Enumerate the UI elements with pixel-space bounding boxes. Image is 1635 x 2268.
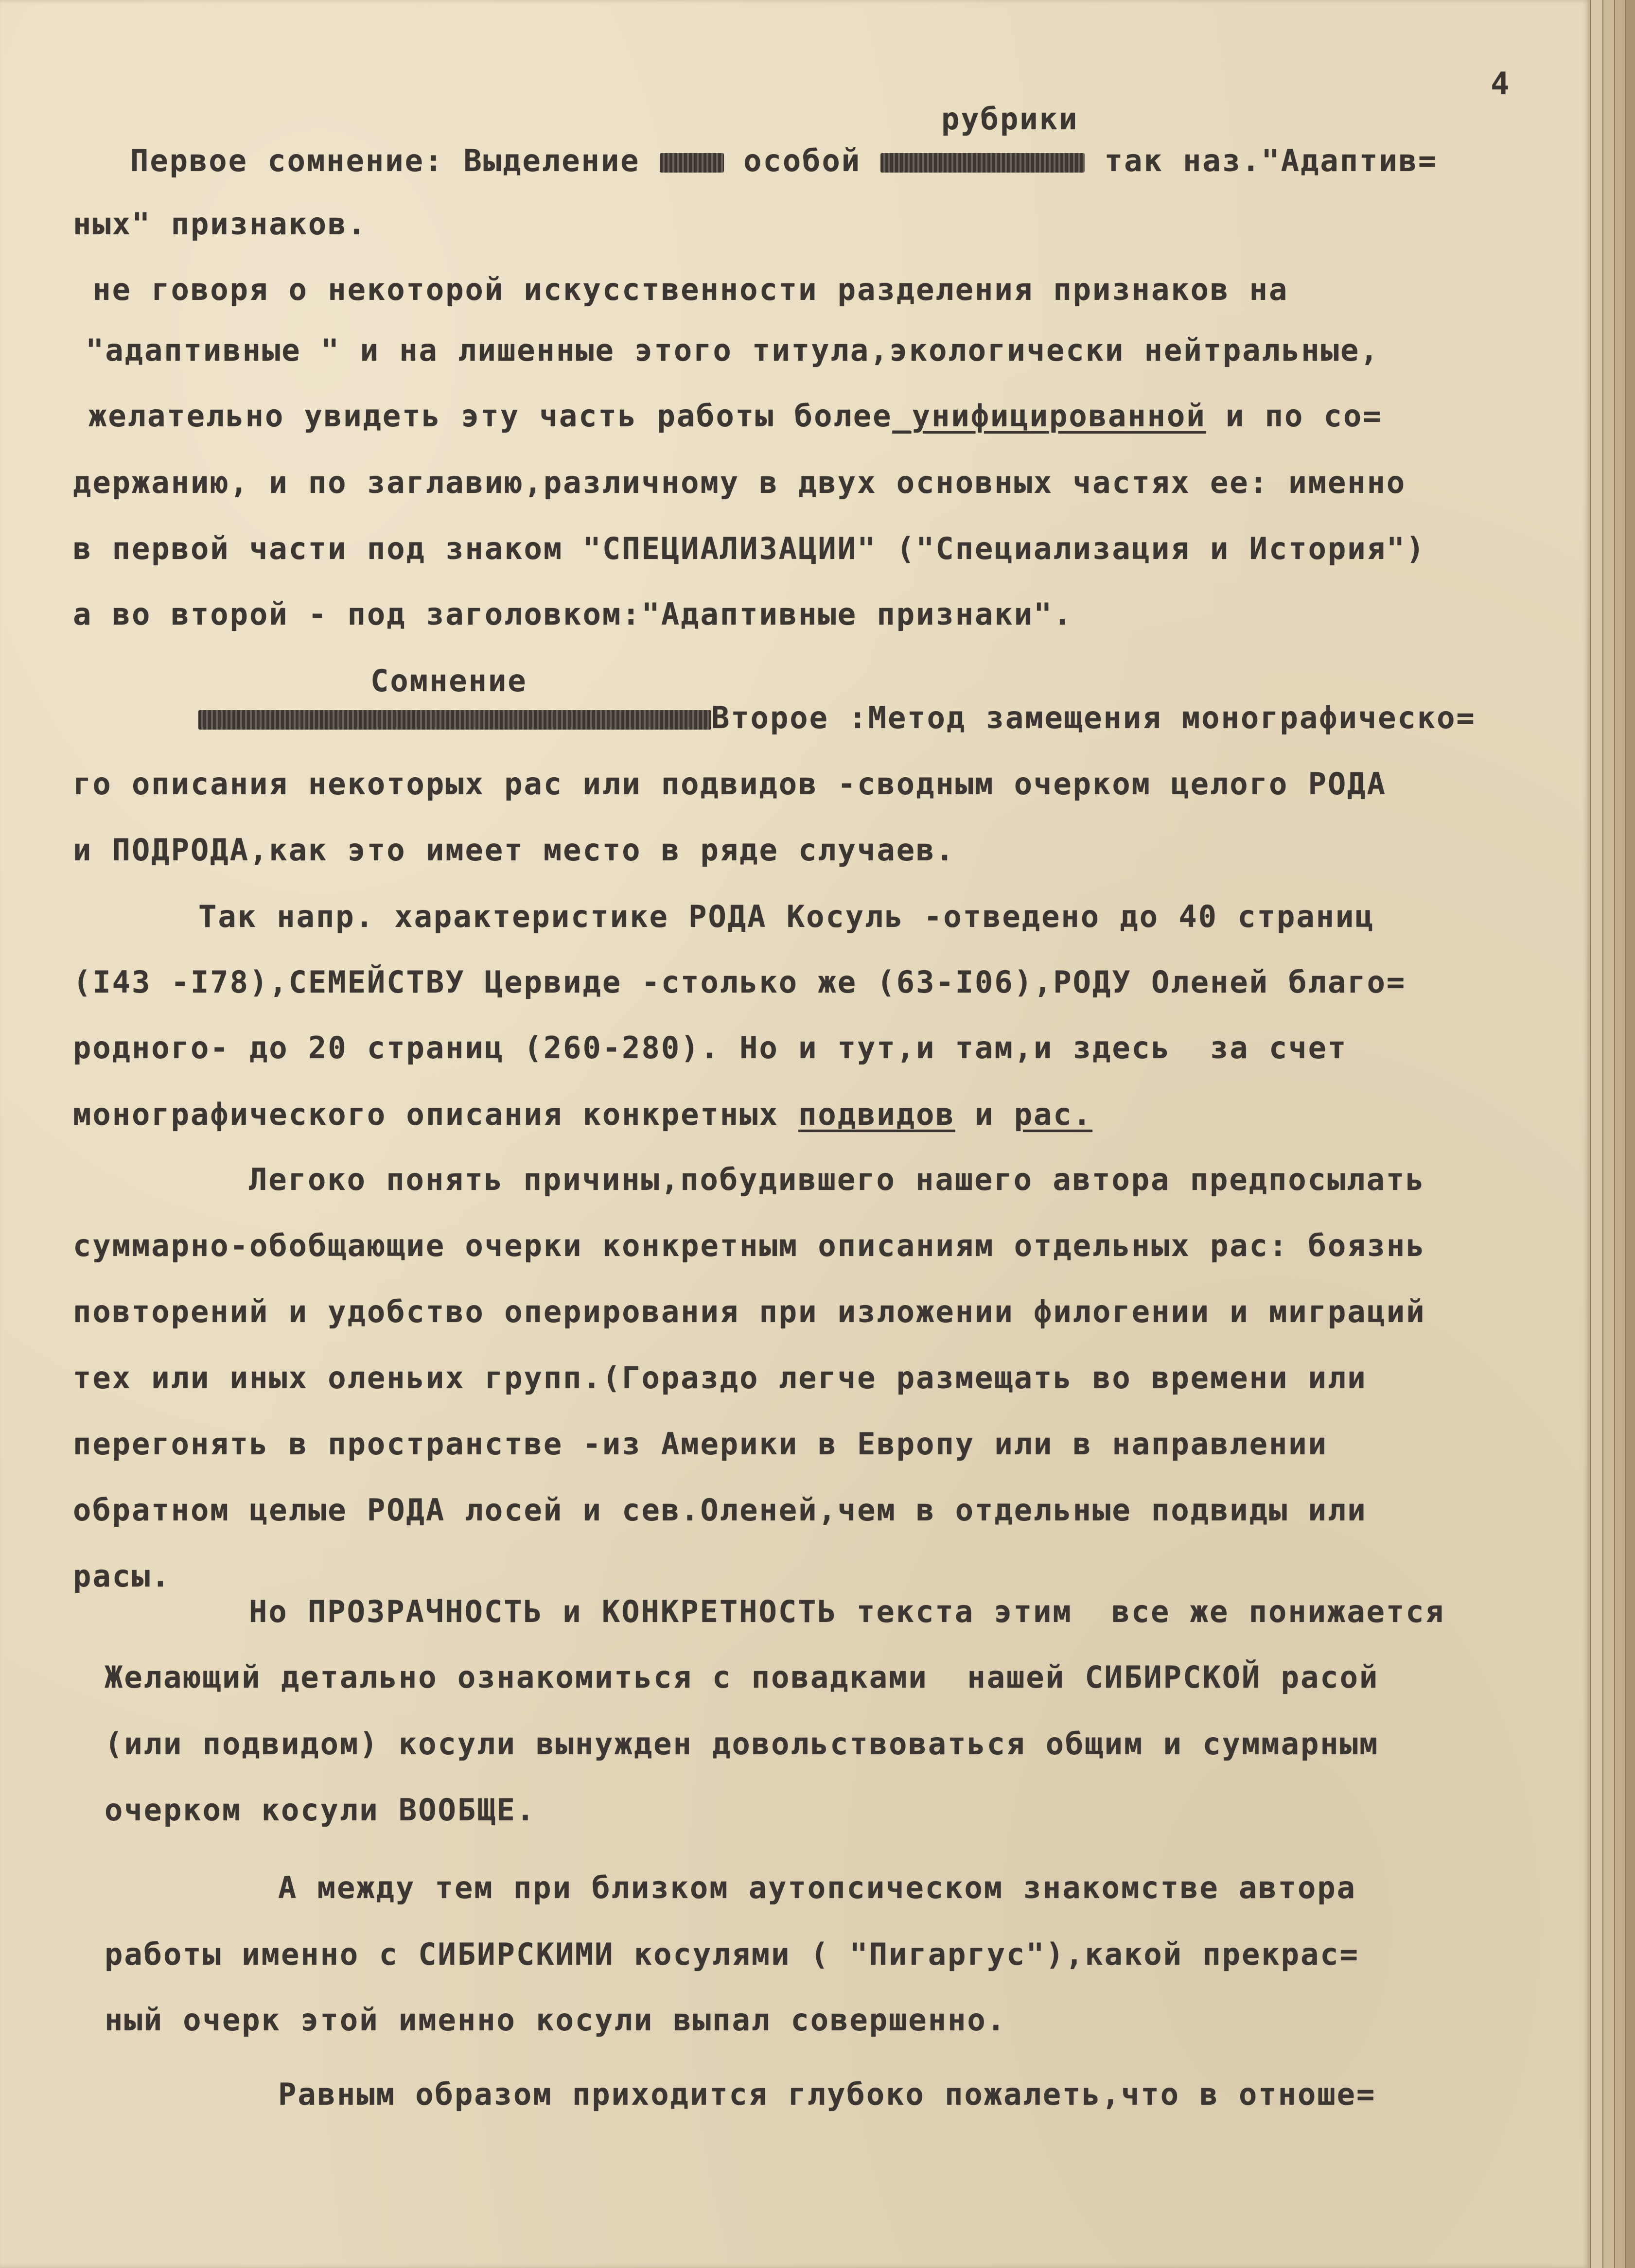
inserted-word-somnenie: Сомнение: [370, 663, 527, 698]
line-1-part-3: так наз."Адаптив=: [1085, 143, 1438, 178]
text-line-26: очерком косули ВООБЩЕ.: [105, 1792, 536, 1828]
struck-word: [198, 710, 711, 730]
text-line-6: держанию, и по заглавию,различному в двух основных частях ее: именно: [73, 465, 1406, 500]
line-5-after: и по со=: [1206, 398, 1383, 434]
underlined-word-unified: _унифицированной: [892, 398, 1206, 434]
underlined-word-subspecies: подвидов: [798, 1097, 955, 1132]
line-9-text: Второе :Метод замещения монографическо=: [711, 700, 1476, 735]
text-line-5: [88, 398, 1383, 434]
text-line-2: ных" признаков.: [73, 206, 367, 242]
text-line-25: (или подвидом) косули вынужден довольствоваться общим и суммарным: [105, 1726, 1379, 1762]
page-edge: [1590, 0, 1603, 2268]
text-line-16: Легоко понять причины,побудившего нашего автора предпосылать: [249, 1162, 1425, 1197]
page-edge: [1614, 0, 1626, 2268]
text-line-4: "адаптивные " и на лишенные этого титула,экологически нейтральные,: [86, 332, 1380, 368]
text-line-18: повторений и удобство оперирования при изложении филогении и миграций: [73, 1294, 1426, 1329]
line-5-before: желательно увидеть эту часть работы более: [88, 398, 893, 434]
text-line-22: расы.: [73, 1558, 171, 1594]
text-line-30: Равным образом приходится глубоко пожалеть,что в отноше=: [278, 2076, 1376, 2112]
line-1-part-2: особой: [723, 143, 881, 178]
text-line-8: а во второй - под заголовком:"Адаптивные признаки".: [73, 596, 1073, 632]
text-line-11: и ПОДРОДА,как это имеет место в ряде случаев.: [73, 832, 955, 868]
text-line-12: Так напр. характеристике РОДА Косуль -отведено до 40 страниц: [198, 899, 1375, 934]
line-1-part-1: Первое сомнение: Выделение: [130, 143, 660, 178]
struck-word: [660, 153, 724, 173]
text-line-24: Желающий детально ознакомиться с повадками нашей СИБИРСКОЙ расой: [105, 1659, 1379, 1695]
text-line-14: родного- до 20 страниц (260-280). Но и тут,и там,и здесь за счет: [73, 1030, 1348, 1065]
page-edge: [1602, 0, 1615, 2268]
struck-word: [880, 153, 1085, 173]
underlined-word-races: рас.: [1014, 1097, 1093, 1132]
text-line-23: Но ПРОЗРАЧНОСТЬ и КОНКРЕТНОСТЬ текста этим все же понижается: [249, 1594, 1445, 1629]
text-line-21: обратном целые РОДА лосей и сев.Оленей,чем в отдельные подвиды или: [73, 1492, 1367, 1528]
page-number: 4: [1491, 66, 1510, 102]
text-line-15: [73, 1099, 1092, 1130]
text-line-10: го описания некоторых рас или подвидов -сводным очерком целого РОДА: [73, 766, 1387, 802]
text-line-3: не говоря о некоторой искусственности разделения признаков на: [73, 272, 1289, 307]
text-line-28: работы именно с СИБИРСКИМИ косулями ( "Пигаргус"),какой прекрас=: [105, 1937, 1359, 1972]
text-line-17: суммарно-обобщающие очерки конкретным описаниям отдельных рас: боязнь: [73, 1228, 1426, 1263]
inserted-word-rubriki: рубрики: [941, 101, 1079, 137]
page-edge: [1625, 0, 1635, 2268]
text-line-20: перегонять в пространстве -из Америки в Европу или в направлении: [73, 1426, 1328, 1462]
line-15-middle: и: [955, 1097, 1014, 1132]
text-line-9: [198, 700, 1476, 735]
text-line-1: [130, 143, 1438, 178]
text-line-7: в первой части под знаком "СПЕЦИАЛИЗАЦИИ" ("Специализация и История"): [73, 531, 1426, 566]
text-line-29: ный очерк этой именно косули выпал совершенно.: [105, 2002, 1007, 2038]
text-line-27: А между тем при близком аутопсическом знакомстве автора: [278, 1870, 1356, 1905]
line-15-before: монографического описания конкретных: [73, 1097, 799, 1132]
text-line-19: тех или иных оленьих групп.(Гораздо легче размещать во времени или: [73, 1360, 1367, 1396]
text-line-13: (I43 -I78),СЕМЕЙСТВУ Цервиде -столько же (63-I06),РОДУ Оленей благо=: [73, 964, 1406, 1000]
